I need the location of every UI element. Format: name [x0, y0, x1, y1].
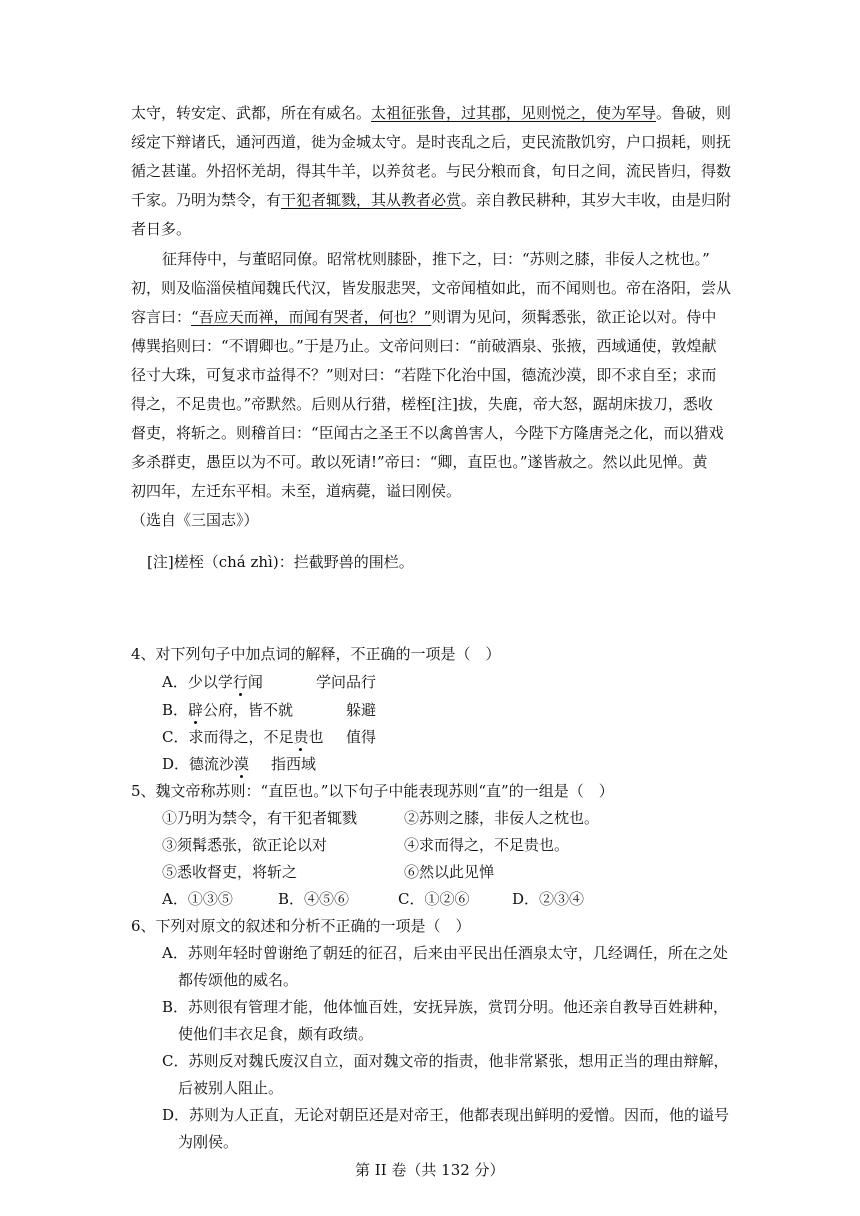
- passage-p2-line-6: 得之，不足贵也。”帝默然。后则从行猎，槎桎[注]拔，失鹿，帝大怒，踞胡床拔刀，悉收: [131, 395, 713, 413]
- passage-p1-line-2: 绥定下辩诸氏，通河西道，徙为金城太守。是时丧乱之后，吏民流散饥穷，户口损耗，则抚: [131, 133, 732, 151]
- q4-option-d-gloss: 指西域: [271, 755, 317, 773]
- q6-option-a-line-2: 都传颂他的威名。: [178, 971, 299, 989]
- passage-p2-line-1: 征拜侍中，与董昭同僚。昭常枕则膝卧，推下之，曰：“苏则之膝，非佞人之枕也。”: [162, 250, 710, 268]
- q5-item-1: ①乃明为禁令，有干犯者辄戮: [162, 809, 358, 827]
- q6-stem: 6、下列对原文的叙述和分析不正确的一项是（ ）: [131, 917, 471, 935]
- q5-choice-c: C．①②⑥: [398, 890, 470, 908]
- passage-source: （选自《三国志》）: [131, 511, 259, 529]
- passage-p1-line-5: 者日多。: [131, 220, 192, 238]
- q5-item-5: ⑤悉收督吏，将斩之: [162, 863, 298, 881]
- q4-option-b: B．辟公府，皆不就: [162, 701, 294, 719]
- passage-p2-line-4: 傅巽掐则曰：“不谓卿也。”于是乃止。文帝问则曰：“前破酒泉、张掖，西域通使，敦煌献: [131, 337, 717, 355]
- dotted-word: 行: [232, 673, 248, 691]
- q4-option-c: C．求而得之，不足贵也: [162, 728, 324, 746]
- q5-choice-d: D．②③④: [512, 890, 585, 908]
- passage-p2-line-9: 初四年，左迁东平相。未至，道病薨，谥曰刚侯。: [131, 482, 462, 500]
- q6-option-b-line-2: 使他们丰衣足食，颇有政绩。: [178, 1025, 374, 1043]
- passage-p2-line-8: 多杀群吏，愚臣以为不可。敢以死请!”帝曰：“卿，直臣也。”遂皆赦之。然以此见惮。黄: [131, 453, 708, 471]
- passage-p1-line-3: 循之甚谨。外招怀羌胡，得其牛羊，以养贫老。与民分粮而食，旬日之间，流民皆归，得数: [131, 162, 732, 180]
- q4-option-a-gloss: 学问品行: [316, 673, 377, 691]
- underlined-sentence: 干犯者辄戮，其从教者必赏: [281, 191, 462, 209]
- q5-item-3: ③须髯悉张，欲正论以对: [162, 836, 328, 854]
- passage-p2-line-7: 督吏，将斩之。则稽首曰：“臣闻古之圣王不以禽兽害人，今陛下方隆唐尧之化，而以猎戏: [131, 424, 724, 442]
- q4-option-d: D．德流沙漠: [162, 755, 250, 773]
- q5-stem: 5、魏文帝称苏则：“直臣也。”以下句子中能表现苏则“直”的一组是（ ）: [131, 782, 614, 800]
- passage-p2-line-3: 容言曰：“吾应天而禅，而闻有哭者，何也？”则谓为见问，须髯悉张，欲正论以对。侍中: [131, 308, 717, 326]
- q6-option-c-line-2: 后被别人阻止。: [178, 1079, 284, 1097]
- q4-option-a: A．少以学行闻: [162, 673, 263, 691]
- dotted-word: 漠: [234, 755, 250, 773]
- q6-option-c-line-1: C．苏则反对魏氏废汉自立，面对魏文帝的指责，他非常紧张，想用正当的理由辩解，: [162, 1052, 729, 1070]
- q5-item-2: ②苏则之膝，非佞人之枕也。: [404, 809, 600, 827]
- passage-p2-line-2: 初，则及临淄侯植闻魏氏代汉，皆发服悲哭，文帝闻植如此，而不闻则也。帝在洛阳，尝从: [131, 279, 732, 297]
- passage-note: [注]槎桎（chá zhì)：拦截野兽的围栏。: [147, 553, 414, 571]
- q6-option-d-line-2: 为刚侯。: [178, 1133, 239, 1151]
- underlined-sentence: “吾应天而禅，而闻有哭者，何也？”: [191, 308, 432, 326]
- q6-option-a-line-1: A．苏则年轻时曾谢绝了朝廷的征召，后来由平民出任酒泉太守，几经调任，所在之处: [162, 944, 728, 962]
- underlined-sentence: 太祖征张鲁，过其郡，见则悦之，使为军导: [371, 104, 657, 122]
- section-footer: 第 II 卷（共 132 分）: [355, 1161, 505, 1179]
- q6-option-b-line-1: B．苏则很有管理才能，他体恤百姓，安抚异族，赏罚分明。他还亲自教导百姓耕种，: [162, 998, 729, 1016]
- passage-p1-line-4: 千家。乃明为禁令，有干犯者辄戮，其从教者必赏。亲自教民耕种，其岁大丰收，由是归附: [131, 191, 732, 209]
- q4-option-b-gloss: 躲避: [346, 701, 377, 719]
- q5-choice-b: B．④⑤⑥: [278, 890, 350, 908]
- q5-item-6: ⑥然以此见惮: [404, 863, 495, 881]
- q6-option-d-line-1: D．苏则为人正直，无论对朝臣还是对帝王，他都表现出鲜明的爱憎。因而，他的谥号: [162, 1106, 730, 1124]
- dotted-word: 贵: [293, 728, 309, 746]
- q4-option-c-gloss: 值得: [346, 728, 377, 746]
- q5-choice-a: A．①③⑤: [162, 890, 233, 908]
- passage-p2-line-5: 径寸大珠，可复求市益得不？”则对曰：“若陛下化治中国，德流沙漠，即不求自至；求而: [131, 366, 717, 384]
- dotted-word: 辟: [188, 701, 204, 719]
- q5-item-4: ④求而得之，不足贵也。: [404, 836, 570, 854]
- passage-p1-line-1: 太守，转安定、武都，所在有威名。太祖征张鲁，过其郡，见则悦之，使为军导。鲁破，则: [131, 104, 732, 122]
- q4-stem: 4、对下列句子中加点词的解释，不正确的一项是（ ）: [131, 645, 501, 663]
